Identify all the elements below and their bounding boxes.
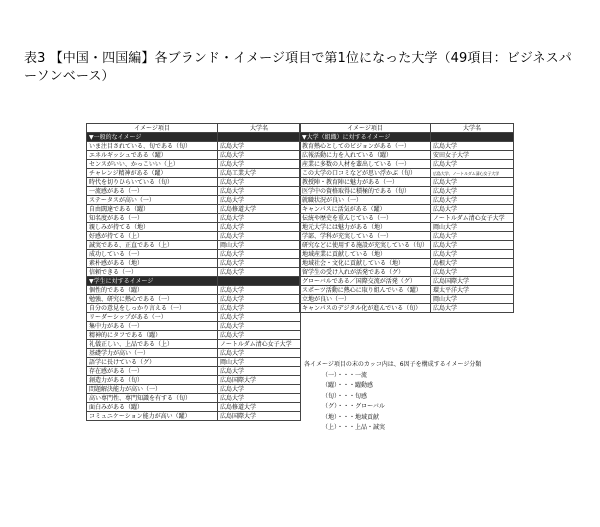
image-item-cell: 教育熱心としてのビジョンがある（一） [300, 142, 431, 151]
table-row [300, 286, 514, 295]
section-heading-row [87, 133, 301, 142]
university-name-cell: 広島国際大学 [218, 412, 301, 421]
table-row [87, 304, 301, 313]
university-name-cell: 広島大学 [218, 151, 301, 160]
image-item-cell: 誠実である、正直である（上） [87, 241, 218, 250]
university-name-cell: 広島大学 [431, 196, 514, 205]
factor-legend-notes [304, 360, 509, 434]
image-item-cell: 信頼できる（一） [87, 268, 218, 277]
university-name-cell: 広島大学 [218, 322, 301, 331]
table-row [300, 250, 514, 259]
table-row [87, 349, 301, 358]
image-item-cell: スポーツ活動に熱心に取り組んでいる（躍） [300, 286, 431, 295]
table-row [87, 169, 301, 178]
university-name-cell: 島根大学 [431, 259, 514, 268]
image-item-cell: 好感が持てる（上） [87, 232, 218, 241]
table-row [300, 295, 514, 304]
section-heading-row [300, 133, 514, 142]
table-row [87, 160, 301, 169]
university-name-cell: 広島大学 [218, 223, 301, 232]
table-header-row [300, 124, 514, 133]
table-row [300, 259, 514, 268]
university-name-cell: 広島大学 [431, 241, 514, 250]
image-item-cell: コミュニケーション能力が高い（躍） [87, 412, 218, 421]
image-item-cell: 教授陣・教育陣に魅力がある（一） [300, 178, 431, 187]
university-name-cell: 広島大学 [218, 313, 301, 322]
image-item-cell: 就職状況が良い（一） [300, 196, 431, 205]
image-item-cell: 勉強、研究に熱心である（一） [87, 295, 218, 304]
university-name-cell: ノートルダム清心女子大学 [431, 214, 514, 223]
university-name-cell: 広島大学 [218, 295, 301, 304]
table-row [300, 196, 514, 205]
table-row [300, 187, 514, 196]
table-row [87, 295, 301, 304]
table-row [87, 214, 301, 223]
image-item-cell: エネルギッシュである（躍） [87, 151, 218, 160]
table-row [87, 151, 301, 160]
university-name-cell: 岡山大学 [431, 223, 514, 232]
image-item-cell: 自分の意見をしっかり言える（一） [87, 304, 218, 313]
university-name-cell: 広島修道大学 [218, 205, 301, 214]
university-name-cell: 広島大学 [218, 349, 301, 358]
legend-line: （地）・・・地域貢献 [322, 413, 380, 421]
table-row [87, 187, 301, 196]
image-item-cell: 面白みがある（躍） [87, 403, 218, 412]
university-name-cell: 広島大学 [218, 196, 301, 205]
table-row [300, 268, 514, 277]
section-heading-blank [218, 277, 301, 286]
university-name-cell: 広島修道大学 [218, 403, 301, 412]
table-row [87, 367, 301, 376]
table-row [300, 277, 514, 286]
page-title: 表3 【中国・四国編】各ブランド・イメージ項目で第1位になった大学（49項目：ビジネスパーソンベース） [24, 51, 572, 84]
section-heading-row [87, 277, 301, 286]
ranking-table-right [299, 123, 514, 313]
university-name-cell: 広島大学、ノートルダム清心女子大学 [431, 169, 514, 178]
university-name-cell: 安田女子大学 [431, 151, 514, 160]
image-item-cell: 創造力がある（旬） [87, 376, 218, 385]
image-item-cell: 産業に多数の人材を輩出している（一） [300, 160, 431, 169]
image-item-cell: 精神的にタフである（躍） [87, 331, 218, 340]
image-item-cell: リーダーシップがある（一） [87, 313, 218, 322]
table-row [300, 178, 514, 187]
university-name-cell: 広島大学 [218, 214, 301, 223]
table-row [87, 385, 301, 394]
image-item-cell: 地元大学には魅力がある（地） [300, 223, 431, 232]
table-row [87, 340, 301, 349]
image-item-cell: 語学に長けている（グ） [87, 358, 218, 367]
table-row [87, 196, 301, 205]
table-row [87, 259, 301, 268]
image-item-cell: 広報活動に力を入れている（躍） [300, 151, 431, 160]
table-row [87, 322, 301, 331]
table-row [87, 223, 301, 232]
university-name-cell: 広島大学 [218, 142, 301, 151]
image-item-cell: 自由闊達である（躍） [87, 205, 218, 214]
image-item-cell: 親しみが持てる（地） [87, 223, 218, 232]
table-row [87, 178, 301, 187]
table-row [300, 142, 514, 151]
university-name-cell: 広島大学 [218, 250, 301, 259]
university-name-cell: 広島大学 [431, 205, 514, 214]
table-row [300, 151, 514, 160]
image-item-cell: いま注目されている、旬である（旬） [87, 142, 218, 151]
image-item-cell: ステータスが高い（一） [87, 196, 218, 205]
university-name-cell: 広島大学 [431, 250, 514, 259]
image-item-cell: センスがいい、かっこいい（上） [87, 160, 218, 169]
university-name-cell: 広島大学 [218, 385, 301, 394]
section-heading: ▼一般的なイメージ [87, 133, 218, 142]
image-item-cell: 集中力がある（一） [87, 322, 218, 331]
university-name-cell: 広島大学 [218, 232, 301, 241]
table-row [87, 142, 301, 151]
image-item-cell: 問題解決能力が高い（一） [87, 385, 218, 394]
header-university: 大学名 [218, 124, 301, 133]
header-university: 大学名 [431, 124, 514, 133]
university-name-cell: 広島大学 [431, 232, 514, 241]
image-item-cell: 医学中の資格取得に積極的である（旬） [300, 187, 431, 196]
table-row [300, 214, 514, 223]
university-name-cell: 広島大学 [218, 160, 301, 169]
table-row [87, 331, 301, 340]
table-row [87, 232, 301, 241]
university-name-cell: 岡山大学 [218, 358, 301, 367]
table-row [300, 205, 514, 214]
section-heading-blank [431, 133, 514, 142]
table-header-row [87, 124, 301, 133]
university-name-cell: 広島大学 [218, 187, 301, 196]
legend-line: （グ）・・・グローバル [322, 403, 385, 410]
table-row [87, 403, 301, 412]
university-name-cell: 広島大学 [431, 178, 514, 187]
image-item-cell: 成功している（一） [87, 250, 218, 259]
image-item-cell: 素朴感がある（地） [87, 259, 218, 268]
table-row [300, 169, 514, 178]
image-item-cell: 伝統や歴史を重んじている（一） [300, 214, 431, 223]
legend-line: （上）・・・上品・誠実 [322, 424, 386, 431]
image-item-cell: 知名度がある（一） [87, 214, 218, 223]
university-name-cell: 広島大学 [431, 160, 514, 169]
university-name-cell: 広島国際大学 [218, 376, 301, 385]
legend-lines [304, 371, 509, 434]
table-row [87, 412, 301, 421]
table-row [300, 232, 514, 241]
image-item-cell: 時代を切りひらいている（旬） [87, 178, 218, 187]
image-item-cell: 留学生の受け入れが活発である（グ） [300, 268, 431, 277]
table-row [87, 286, 301, 295]
table-row [87, 313, 301, 322]
table-row [87, 241, 301, 250]
table-row [87, 394, 301, 403]
university-name-cell: 広島工業大学 [218, 169, 301, 178]
university-name-cell: 広島大学 [431, 268, 514, 277]
university-name-cell: 岡山大学 [431, 295, 514, 304]
image-item-cell: グローバルである／国際交流が活発（グ） [300, 277, 431, 286]
university-name-cell: 広島大学 [218, 259, 301, 268]
image-item-cell: 一流感がある（一） [87, 187, 218, 196]
legend-line: （旬）・・・旬感 [322, 392, 368, 400]
legend-line: （躍）・・・躍動感 [322, 382, 374, 389]
university-name-cell: 広島大学 [431, 187, 514, 196]
section-heading-blank [218, 133, 301, 142]
image-item-cell: 礼儀正しい、上品である（上） [87, 340, 218, 349]
university-name-cell: 広島大学 [218, 304, 301, 313]
table-row [87, 205, 301, 214]
ranking-table-left [86, 123, 301, 421]
university-name-cell: 岡山大学 [218, 241, 301, 250]
university-name-cell: ノートルダム清心女子大学 [218, 340, 301, 349]
image-item-cell: 存在感がある（一） [87, 367, 218, 376]
table-row [300, 304, 514, 313]
university-name-cell: 広島大学 [218, 268, 301, 277]
image-item-cell: 高い専門性、専門知識を有する（旬） [87, 394, 218, 403]
table-row [300, 160, 514, 169]
university-name-cell: 広島大学 [218, 331, 301, 340]
university-name-cell: 広島大学 [431, 142, 514, 151]
section-heading: ▼大学（組織）に対するイメージ [300, 133, 431, 142]
university-name-cell: 広島大学 [218, 178, 301, 187]
image-item-cell: 地域産業に貢献している（地） [300, 250, 431, 259]
table-row [87, 268, 301, 277]
image-item-cell: 立地が良い（一） [300, 295, 431, 304]
legend-line: （一）・・・一流 [322, 371, 368, 379]
image-item-cell: 個性的である（躍） [87, 286, 218, 295]
university-name-cell: 広島大学 [218, 367, 301, 376]
image-item-cell: 学部、学科が充実している（一） [300, 232, 431, 241]
table-row [300, 223, 514, 232]
university-name-cell: 広島大学 [431, 304, 514, 313]
image-item-cell: キャンパスに活気がある（躍） [300, 205, 431, 214]
table-row [87, 358, 301, 367]
university-name-cell: 広島大学 [218, 286, 301, 295]
image-item-cell: キャンパスのデジタル化が進んでいる（旬） [300, 304, 431, 313]
image-item-cell: 基礎学力が高い（一） [87, 349, 218, 358]
table-row [87, 376, 301, 385]
image-item-cell: チャレンジ精神がある（躍） [87, 169, 218, 178]
header-item: イメージ項目 [87, 124, 218, 133]
header-item: イメージ項目 [300, 124, 431, 133]
legend-intro: 各イメージ項目の末のカッコ内は、6因子を構成するイメージ分類 [304, 361, 482, 368]
university-name-cell: 広島国際大学 [431, 277, 514, 286]
image-item-cell: この大学の口コミなどが思い浮かぶ（旬） [300, 169, 431, 178]
table-row [300, 241, 514, 250]
section-heading: ▼学生に対するイメージ [87, 277, 218, 286]
image-item-cell: 地域社会・文化に貢献している（地） [300, 259, 431, 268]
image-item-cell: 研究などに使用する施設が充実している（旬） [300, 241, 431, 250]
university-name-cell: 広島大学 [218, 394, 301, 403]
university-name-cell: 環太平洋大学 [431, 286, 514, 295]
table-row [87, 250, 301, 259]
